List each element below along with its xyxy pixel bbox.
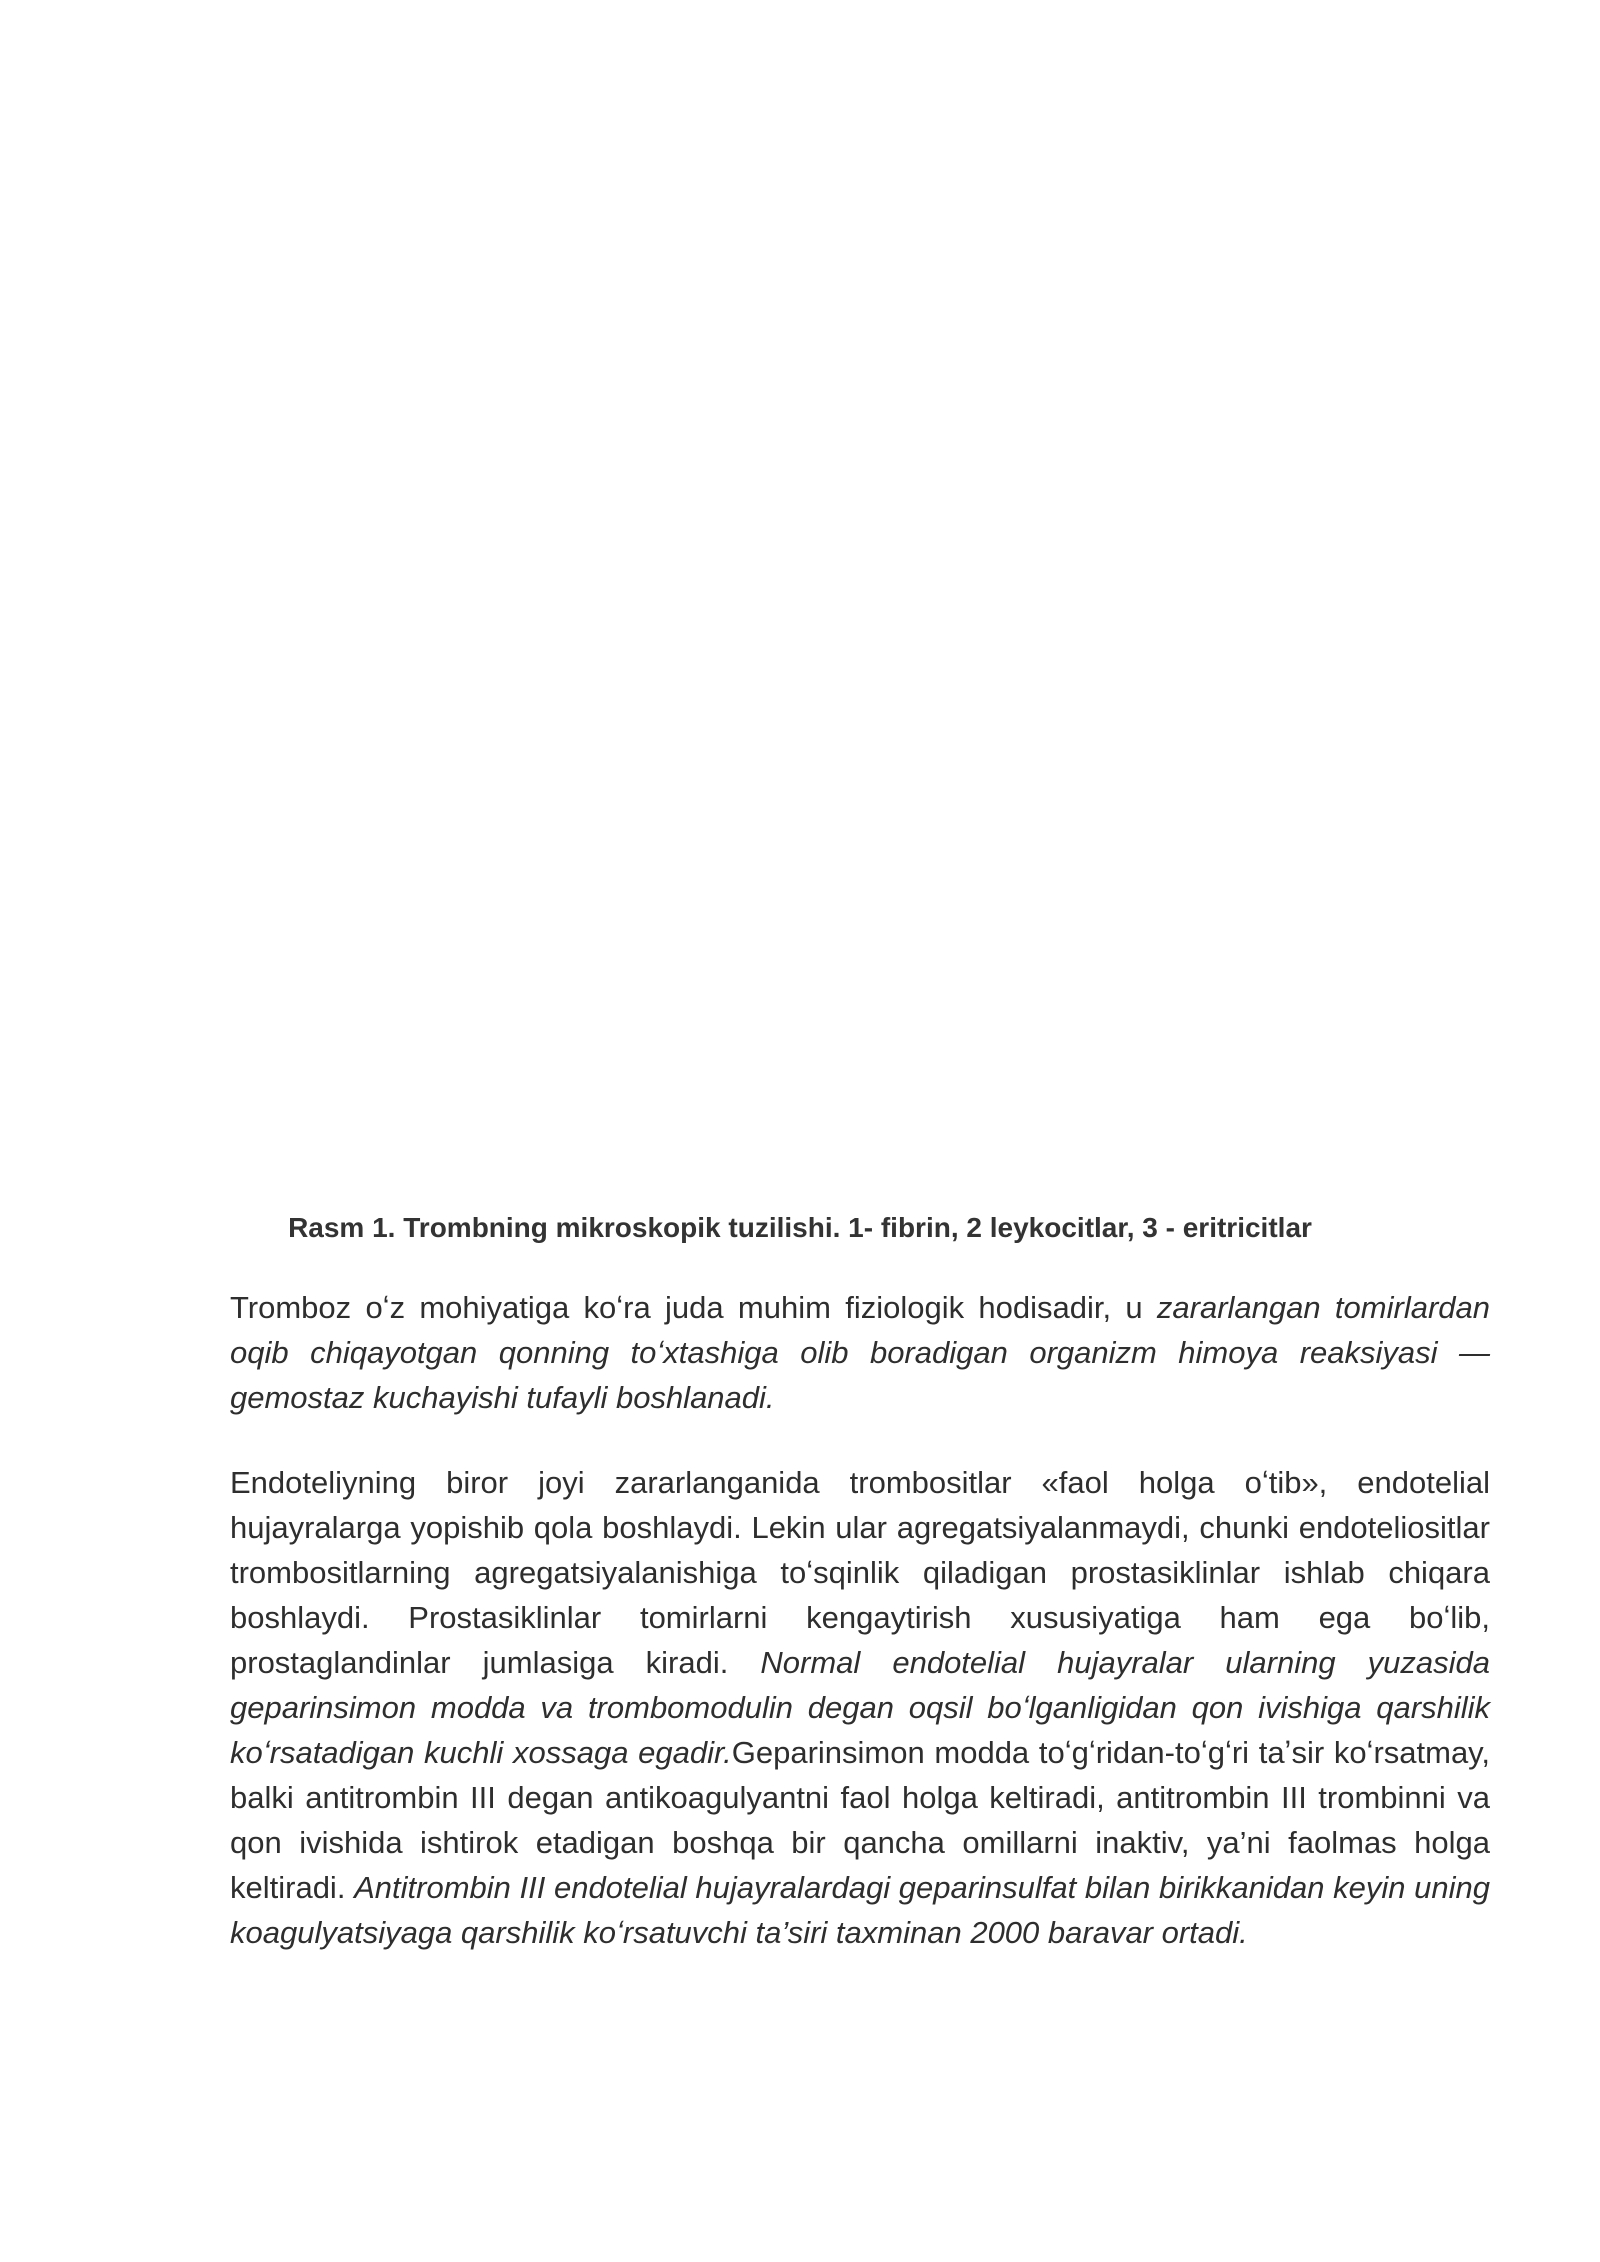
body-text [230, 1285, 1490, 1995]
paragraph-2-part-1: Endoteliyning biror joyi zararlanganida trombositlar «faol holga oʻtib», endotelial hujayralarga yopishib qola boshlaydi. Lekin ular agregatsiyalanmaydi, chunki endoteliositlar trombositlarning agregatsiyalanishiga toʻsqinlik qiladigan prostasiklinlar ishlab chiqara boshlaydi. Prostasiklinlar tomirlarni kengaytirish xususiyatiga ham ega boʻlib, prostaglandinlar jumlasiga kiradi. [230, 1465, 1490, 1680]
paragraph-2-part-2: Geparinsimon modda toʻgʻridan-toʻgʻri taʼsir koʻrsatmay, balki antitrombin III degan antikoagulyantni faol holga keltiradi, antitrombin III trombinni va qon ivishida ishtirok etadigan boshqa bir qancha omillarni inaktiv, ya’ni faolmas holga keltiradi. [230, 1735, 1490, 1905]
paragraph-1-italic: zararlangan tomirlardan oqib chiqayotgan qonning toʻxtashiga olib boradigan organizm himoya reaksiyasi — gemostaz kuchayishi tufayli boshlanadi. [230, 1290, 1490, 1415]
figure-placeholder [230, 80, 1370, 1180]
paragraph-1-normal: Tromboz oʻz mohiyatiga koʻra juda muhim fiziologik hodisadir, u [230, 1290, 1157, 1325]
paragraph-2 [230, 1460, 1490, 1955]
paragraph-2-italic-2: Antitrombin III endotelial hujayralardagi geparinsulfat bilan birikkanidan keyin uning koagulyatsiyaga qarshilik koʻrsatuvchi ta’siri taxminan 2000 baravar ortadi. [230, 1870, 1491, 1950]
figure-caption: Rasm 1. Trombning mikroskopik tuzilishi. 1- fibrin, 2 leykocitlar, 3 - eritricitlar [288, 1212, 1312, 1243]
paragraph-2-italic-1: Normal endotelial hujayralar ularning yuzasida geparinsimon modda va trombomodulin degan oqsil boʻlganligidan qon ivishiga qarshilik koʻrsatadigan kuchli xossaga egadir. [230, 1645, 1490, 1770]
paragraph-1 [230, 1285, 1490, 1420]
